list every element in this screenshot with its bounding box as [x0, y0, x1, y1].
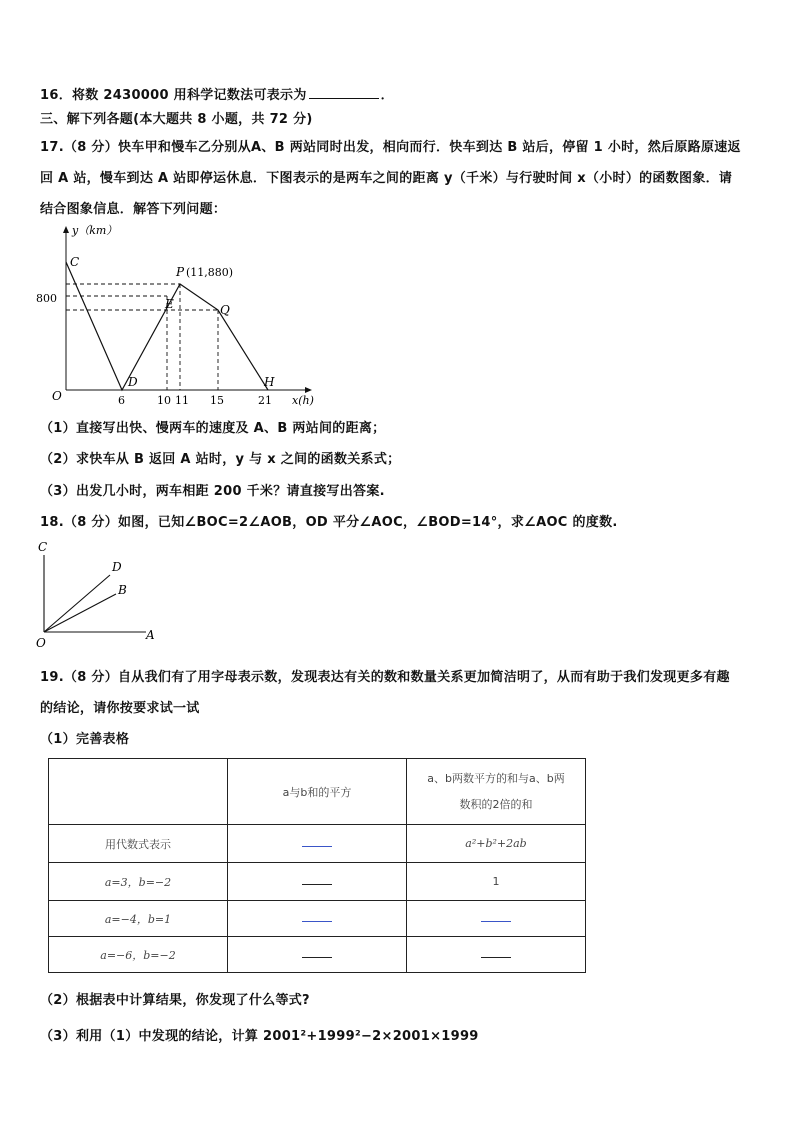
header-col-2: a与b和的平方 — [228, 759, 407, 825]
ray-od — [44, 575, 110, 632]
y-axis-label: y（km） — [72, 224, 118, 237]
answer-blank — [302, 913, 332, 922]
label-c: C — [38, 540, 48, 554]
row-label: 用代数式表示 — [49, 825, 228, 863]
q19-sub-3: （3）利用（1）中发现的结论，计算 2001²+1999²−2×2001×1999 — [40, 1029, 479, 1044]
section-3-heading: 三、解下列各题(本大题共 8 小题，共 72 分) — [40, 112, 313, 127]
x-axis-label: x(h) — [292, 394, 314, 407]
x-axis-arrow — [305, 387, 312, 393]
q17-graph — [30, 222, 340, 412]
x-tick-10: 10 — [157, 394, 171, 407]
answer-blank — [481, 913, 511, 922]
row-col3: 1 — [407, 863, 586, 901]
q17-line-3: 结合图象信息．解答下列问题： — [40, 202, 227, 217]
table-row — [49, 901, 586, 937]
q19-line-1: 19.（8 分）自从我们有了用字母表示数，发现表达有关的数和数量关系更加简洁明了，从而有助于我们发现更多有趣 — [40, 670, 730, 685]
header-col-3-line-1: a、b两数平方的和与a、b两 — [427, 771, 565, 785]
row-col3-blank — [407, 901, 586, 937]
row-col2-blank — [228, 863, 407, 901]
table-row — [49, 937, 586, 973]
table-header-row — [49, 759, 586, 825]
point-c-label: C — [70, 255, 80, 269]
label-o: O — [36, 636, 46, 649]
origin-label: O — [52, 389, 62, 403]
row-col2-blank — [228, 901, 407, 937]
q17-line-2: 回 A 站，慢车到达 A 站即停运休息．下图表示的是两车之间的距离 y（千米）与行驶时间 x（小时）的函数图象．请 — [40, 171, 733, 186]
label-d: D — [112, 560, 122, 574]
point-d-label: D — [128, 375, 138, 389]
row-col2-blank — [228, 937, 407, 973]
q17-sub-2: （2）求快车从 B 返回 A 站时，y 与 x 之间的函数关系式； — [40, 452, 401, 467]
question-16 — [40, 84, 394, 103]
x-tick-11: 11 — [175, 394, 189, 407]
q19-line-2: 的结论，请你按要求试一试 — [40, 701, 200, 716]
x-tick-21: 21 — [258, 394, 272, 407]
row-col2-blank — [228, 825, 407, 863]
point-h-label: H — [264, 375, 275, 389]
q17-sub-1: （1）直接写出快、慢两车的速度及 A、B 两站间的距离； — [40, 421, 386, 436]
q19-sub-2: （2）根据表中计算结果，你发现了什么等式? — [40, 993, 310, 1008]
row-col3: a²+b²+2ab — [407, 825, 586, 863]
table-row — [49, 863, 586, 901]
point-p-coord: (11,880) — [186, 266, 234, 279]
q18-figure — [30, 537, 170, 649]
table-row — [49, 825, 586, 863]
q17-sub-3: （3）出发几小时，两车相距 200 千米？请直接写出答案. — [40, 484, 385, 499]
label-b: B — [118, 583, 127, 597]
q18-text: 18.（8 分）如图，已知∠BOC=2∠AOB，OD 平分∠AOC，∠BOD=14°，求∠AOC 的度数. — [40, 515, 618, 530]
point-e-label: E — [165, 297, 174, 311]
answer-blank — [302, 876, 332, 885]
row-label: a=−6，b=−2 — [49, 937, 228, 973]
answer-blank — [481, 949, 511, 958]
q16-suffix: ． — [380, 88, 394, 103]
ray-ob — [44, 594, 116, 632]
header-empty-cell — [49, 759, 228, 825]
y-tick-800: 800 — [36, 292, 57, 305]
row-label: a=3，b=−2 — [49, 863, 228, 901]
answer-blank — [302, 838, 332, 847]
x-tick-6: 6 — [118, 394, 125, 407]
q19-sub-1: （1）完善表格 — [40, 732, 130, 747]
row-label: a=−4，b=1 — [49, 901, 228, 937]
answer-blank — [302, 949, 332, 958]
q19-table — [48, 758, 586, 973]
q16-answer-blank — [309, 86, 379, 99]
point-p-label: P — [176, 265, 185, 279]
x-tick-15: 15 — [210, 394, 224, 407]
q17-line-1: 17.（8 分）快车甲和慢车乙分别从A、B 两站同时出发，相向而行．快车到达 B 站后，停留 1 小时，然后原路原速返 — [40, 140, 741, 155]
row-col3-blank — [407, 937, 586, 973]
header-col-3-line-2: 数积的2倍的和 — [459, 797, 533, 811]
point-q-label: Q — [220, 303, 230, 317]
q16-text: 16．将数 2430000 用科学记数法可表示为 — [40, 88, 307, 103]
label-a: A — [146, 628, 155, 642]
y-axis-arrow — [63, 226, 69, 233]
header-col-3 — [407, 759, 586, 825]
